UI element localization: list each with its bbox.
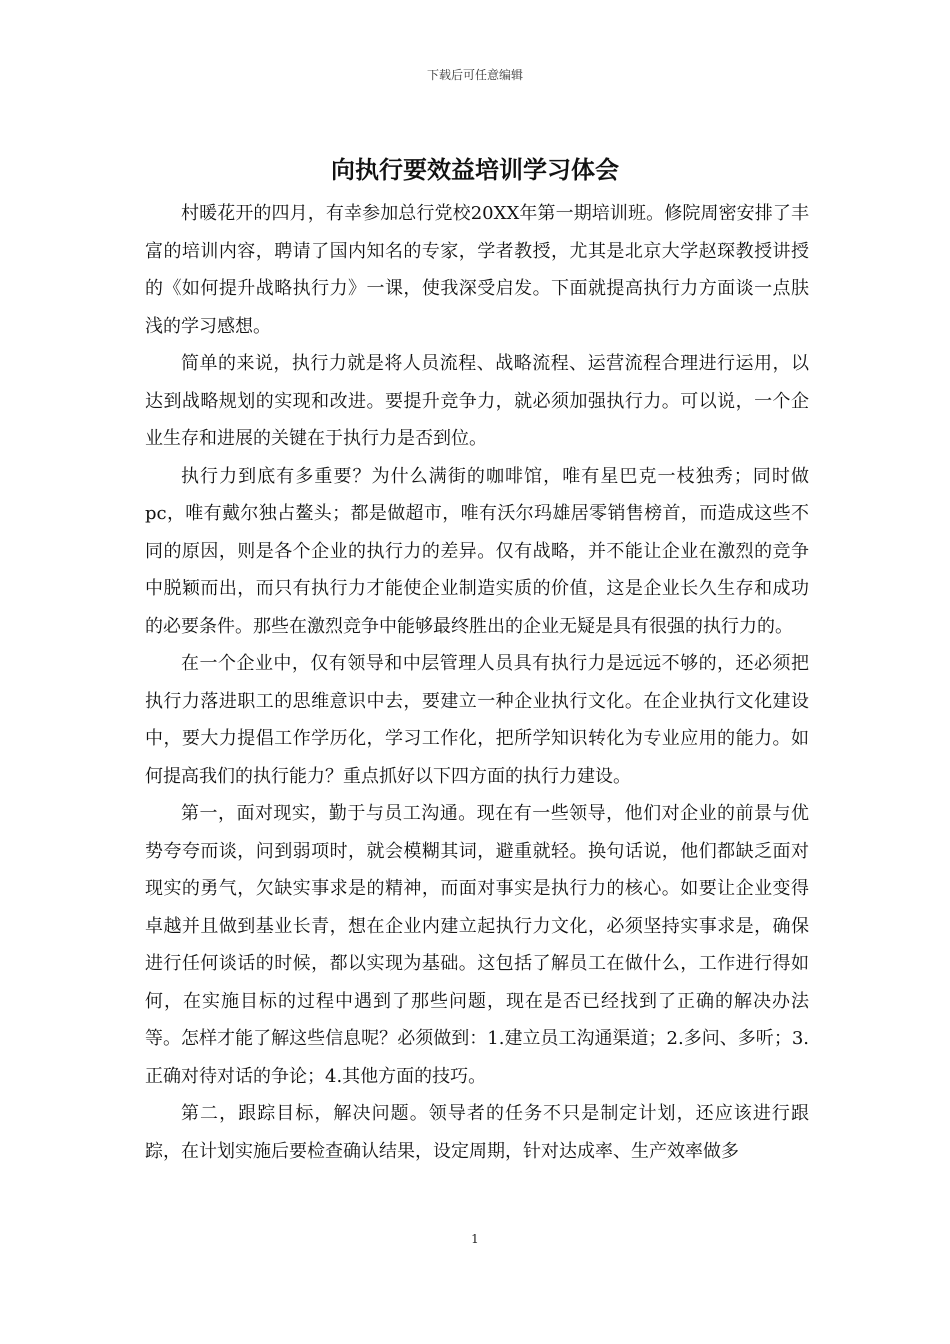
paragraph: 简单的来说，执行力就是将人员流程、战略流程、运营流程合理进行运用，以达到战略规划的实现和改进。要提升竞争力，就必须加强执行力。可以说，一个企业生存和进展的关键在于执行力是否到位。 <box>145 353 809 449</box>
paragraph: 第一，面对现实，勤于与员工沟通。现在有一些领导，他们对企业的前景与优势夸夸而谈，问到弱项时，就会模糊其词，避重就轻。换句话说，他们都缺乏面对现实的勇气，欠缺实事求是的精神，而面对事实是执行力的核心。如要让企业变得卓越并且做到基业长青，想在企业内建立起执行力文化，必须坚持实事求是，确保进行任何谈话的时候，都以实现为基础。这包括了解员工在做什么，工作进行得如何，在实施目标的过程中遇到了那些问题，现在是否已经找到了正确的解决办法等。怎样才能了解这些信息呢？必须做到：1.建立员工沟通渠道；2.多问、多听；3.正确对待对话的争论；4.其他方面的技巧。 <box>145 803 809 1087</box>
paragraph: 第二，跟踪目标，解决问题。领导者的任务不只是制定计划，还应该进行跟踪，在计划实施后要检查确认结果，设定周期，针对达成率、生产效率做多 <box>145 1103 809 1162</box>
paragraph: 在一个企业中，仅有领导和中层管理人员具有执行力是远远不够的，还必须把执行力落进职工的思维意识中去，要建立一种企业执行文化。在企业执行文化建设中，要大力提倡工作学历化，学习工作化，把所学知识转化为专业应用的能力。如何提高我们的执行能力？重点抓好以下四方面的执行力建设。 <box>145 653 809 787</box>
page-number: 1 <box>471 1232 479 1246</box>
paragraph: 村暖花开的四月，有幸参加总行党校20XX年第一期培训班。修院周密安排了丰富的培训内容，聘请了国内知名的专家，学者教授，尤其是北京大学赵琛教授讲授的《如何提升战略执行力》一课，使我深受启发。下面就提高执行力方面谈一点肤浅的学习感想。 <box>145 203 809 337</box>
document-body <box>145 195 809 1170</box>
header-note: 下载后可任意编辑 <box>426 68 523 82</box>
paragraph: 执行力到底有多重要？为什么满街的咖啡馆，唯有星巴克一枝独秀；同时做pc，唯有戴尔独占鳌头；都是做超市，唯有沃尔玛雄居零销售榜首，而造成这些不同的原因，则是各个企业的执行力的差异。仅有战略，并不能让企业在激烈的竞争中脱颖而出，而只有执行力才能使企业制造实质的价值，这是企业长久生存和成功的必要条件。那些在激烈竞争中能够最终胜出的企业无疑是具有很强的执行力的。 <box>145 465 809 637</box>
document-title: 向执行要效益培训学习体会 <box>331 155 619 184</box>
